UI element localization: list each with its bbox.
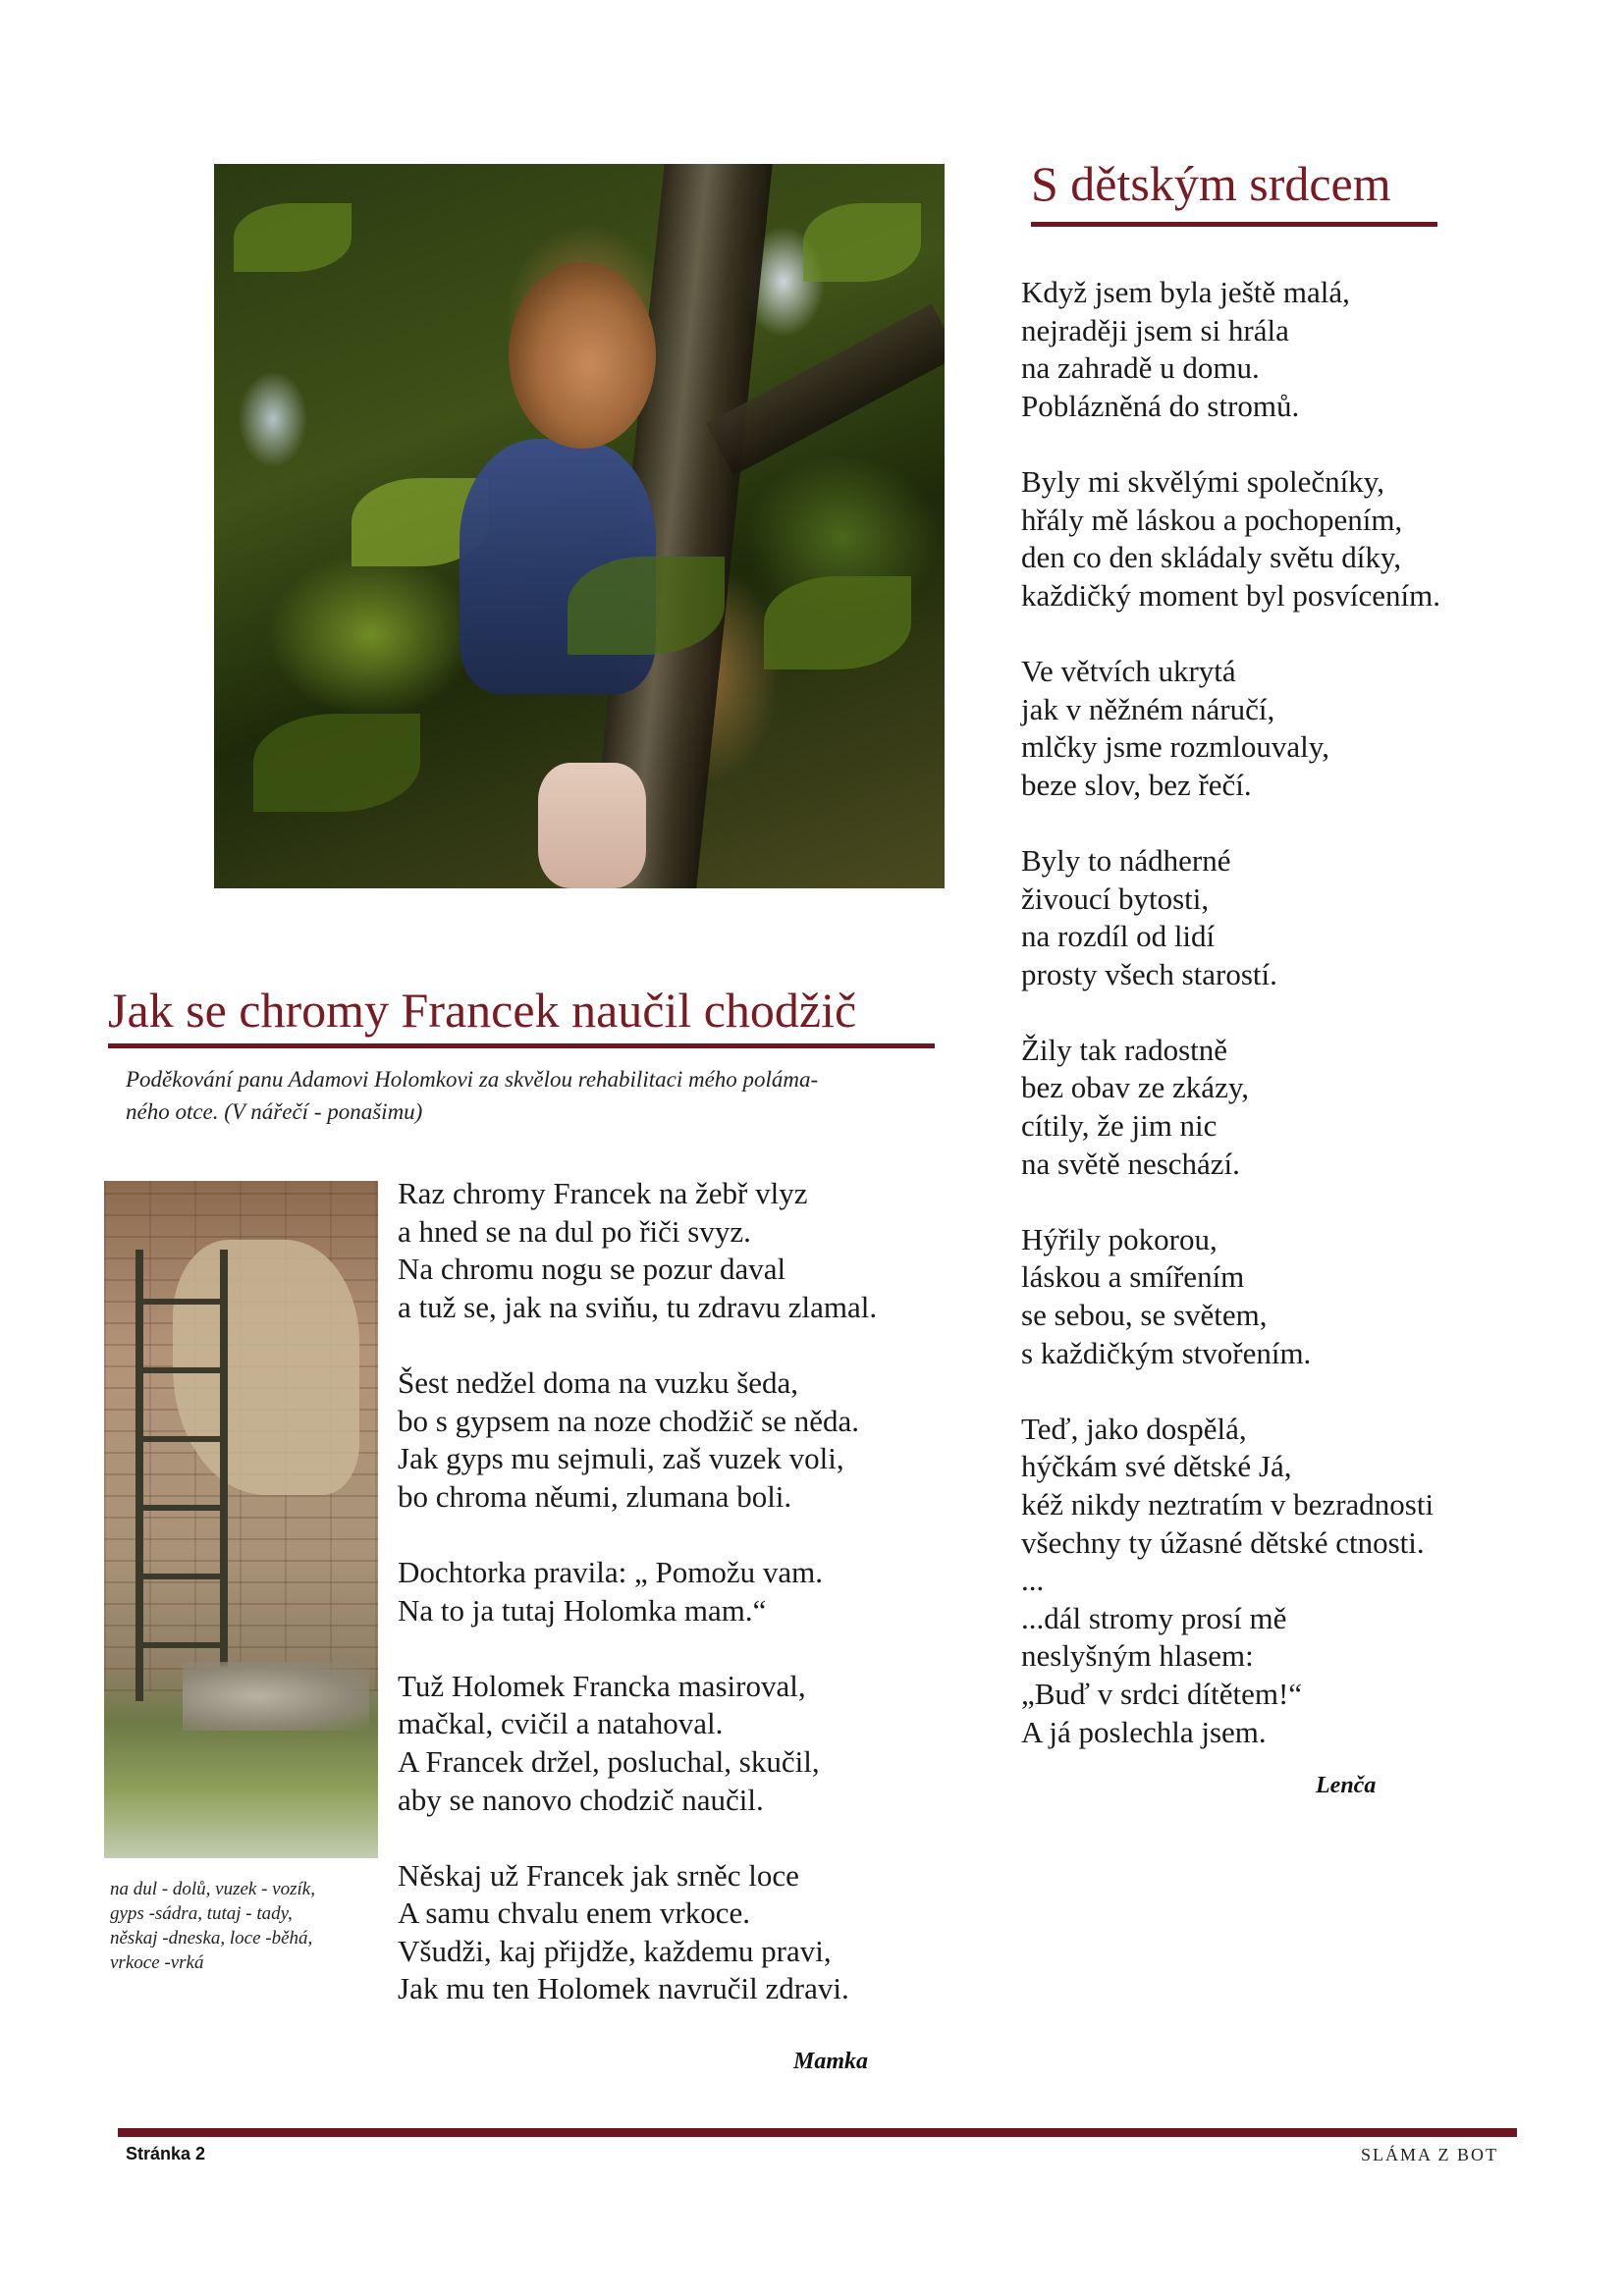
- poem-line: neslyšným hlasem:: [1021, 1638, 1254, 1674]
- poem-s-detskym-srdcem: [1021, 274, 1571, 1789]
- poem-line: Byly mi skvělými společníky,: [1021, 463, 1384, 499]
- poem-line: ...: [1021, 1563, 1045, 1598]
- poem-line: a hned se na dul po řiči svyz.: [398, 1213, 751, 1249]
- poem-line: kéž nikdy neztratím v bezradnosti: [1021, 1487, 1435, 1522]
- poem-line: A samu chvalu enem vrkoce.: [398, 1896, 750, 1931]
- left-article-intro: [126, 1063, 950, 1128]
- title-underline: [108, 1043, 935, 1048]
- poem-line: Teď, jako dospělá,: [1021, 1411, 1247, 1446]
- poem-line: a tuž se, jak na sviňu, tu zdravu zlamal.: [398, 1289, 878, 1324]
- title-underline: [1031, 222, 1437, 227]
- left-article-signature: Mamka: [793, 2049, 869, 2074]
- poem-line: Šest nedžel doma na vuzku šeda,: [398, 1364, 799, 1400]
- poem-line: mačkal, cvičil a natahoval.: [398, 1706, 724, 1741]
- poem-line: A Francek držel, posluchal, skučil,: [398, 1743, 820, 1779]
- poem-line: hýčkám své dětské Já,: [1021, 1449, 1292, 1484]
- poem-line: bo s gypsem na noze chodžič se něda.: [398, 1403, 860, 1438]
- poem-line: na zahradě u domu.: [1021, 350, 1260, 386]
- poem-line: aby se nanovo chodzič naučil.: [398, 1782, 764, 1817]
- poem-line: s každičkým stvořením.: [1021, 1335, 1312, 1370]
- poem-stanza: [1021, 1032, 1571, 1183]
- poem-stanza: [398, 1364, 1006, 1516]
- glossary-line: něskaj -dneska, loce -běhá,: [110, 1928, 313, 1949]
- poem-line: hřály mě láskou a pochopením,: [1021, 502, 1403, 537]
- poem-line: Ve větvích ukrytá: [1021, 653, 1236, 688]
- poem-line: A já poslechla jsem.: [1021, 1714, 1267, 1749]
- poem-line: ...dál stromy prosí mě: [1021, 1600, 1287, 1635]
- poem-line: živoucí bytosti,: [1021, 881, 1210, 916]
- photo-girl-in-tree: [214, 164, 945, 888]
- poem-line: Žily tak radostně: [1021, 1032, 1228, 1067]
- intro-line: ného otce. (V nářečí - ponašimu): [126, 1099, 423, 1124]
- poem-line: bez obav ze zkázy,: [1021, 1070, 1250, 1105]
- glossary-line: gyps -sádra, tutaj - tady,: [110, 1903, 293, 1924]
- poem-line: Na to ja tutaj Holomka mam.“: [398, 1592, 767, 1628]
- stones: [183, 1662, 369, 1731]
- publication-name: SLÁMA Z BOT: [1361, 2145, 1499, 2164]
- photo-ladder-wall: [104, 1181, 378, 1858]
- poem-line: každičký moment byl posvícením.: [1021, 577, 1441, 613]
- poem-line: Něskaj už Francek jak srněc loce: [398, 1857, 799, 1893]
- poem-stanza: [1021, 842, 1571, 993]
- poem-line: Jak mu ten Holomek navručil zdravi.: [398, 1971, 849, 2006]
- poem-line: všechny ty úžasné dětské ctnosti.: [1021, 1524, 1425, 1560]
- poem-stanza: [1021, 1221, 1571, 1372]
- poem-stanza: [398, 1668, 1006, 1819]
- poem-line: prosty všech starostí.: [1021, 956, 1277, 991]
- poem-line: Raz chromy Francek na žebř vlyz: [398, 1176, 808, 1210]
- poem-line: na světě neschází.: [1021, 1146, 1240, 1181]
- poem-line: Tuž Holomek Francka masiroval,: [398, 1668, 806, 1703]
- poem-stanza: [1021, 463, 1571, 614]
- poem-stanza: [1021, 274, 1571, 425]
- ladder-rung: [143, 1642, 222, 1648]
- ladder-rung: [143, 1367, 222, 1373]
- poem-line: na rozdíl od lidí: [1021, 919, 1216, 954]
- poem-line: Na chromu nogu se pozur daval: [398, 1252, 786, 1287]
- ladder-rung: [143, 1436, 222, 1442]
- ladder-rail: [135, 1250, 143, 1701]
- intro-line: Poděkování panu Adamovi Holomkovi za skvělou rehabilitaci mého poláma-: [126, 1067, 819, 1092]
- dialect-glossary: [110, 1877, 367, 1975]
- ladder-rung: [143, 1505, 222, 1511]
- poem-line: Hýřily pokorou,: [1021, 1221, 1218, 1256]
- glossary-line: vrkoce -vrká: [110, 1952, 204, 1973]
- poem-line: Jak gyps mu sejmuli, zaš vuzek voli,: [398, 1441, 844, 1476]
- poem-line: Poblázněná do stromů.: [1021, 388, 1300, 423]
- poem-stanza: [398, 1857, 1006, 2008]
- poem-stanza: [1021, 1411, 1571, 1751]
- poem-stanza: [398, 1175, 1006, 1326]
- right-article-signature: Lenča: [1316, 1773, 1377, 1798]
- poem-line: Byly to nádherné: [1021, 842, 1231, 878]
- poem-line: jak v něžném náručí,: [1021, 691, 1275, 726]
- right-article-title: S dětským srdcem: [1031, 156, 1391, 211]
- poem-line: nejraději jsem si hrála: [1021, 312, 1289, 347]
- ladder-rung: [143, 1574, 222, 1579]
- glossary-line: na dul - dolů, vuzek - vozík,: [110, 1879, 315, 1899]
- poem-line: Když jsem byla ještě malá,: [1021, 275, 1350, 309]
- poem-line: mlčky jsme rozmlouvaly,: [1021, 729, 1329, 765]
- poem-line: „Buď v srdci dítětem!“: [1021, 1676, 1303, 1711]
- poem-line: láskou a smířením: [1021, 1259, 1245, 1295]
- poem-line: cítily, že jim nic: [1021, 1108, 1218, 1144]
- poem-line: bo chroma něumi, zlumana boli.: [398, 1478, 792, 1514]
- page-number: Stránka 2: [126, 2144, 206, 2163]
- girl-face: [509, 262, 656, 449]
- poem-line: beze slov, bez řečí.: [1021, 767, 1252, 802]
- poem-line: se sebou, se světem,: [1021, 1298, 1268, 1333]
- poem-stanza: [1021, 653, 1571, 804]
- girl-leg: [538, 763, 646, 888]
- poem-line: Všudži, kaj přijdže, každemu pravi,: [398, 1933, 832, 1968]
- left-article-title: Jak se chromy Francek naučil chodžič: [108, 983, 857, 1038]
- poem-stanza: [398, 1554, 1006, 1629]
- poem-jak-se-chromy-francek: [398, 1175, 1006, 2047]
- poem-line: Dochtorka pravila: „ Pomožu vam.: [398, 1554, 824, 1589]
- poem-line: den co den skládaly světu díky,: [1021, 540, 1402, 575]
- footer-rule: [118, 2128, 1517, 2137]
- ladder-rung: [143, 1299, 222, 1305]
- ladder-rail: [220, 1250, 228, 1701]
